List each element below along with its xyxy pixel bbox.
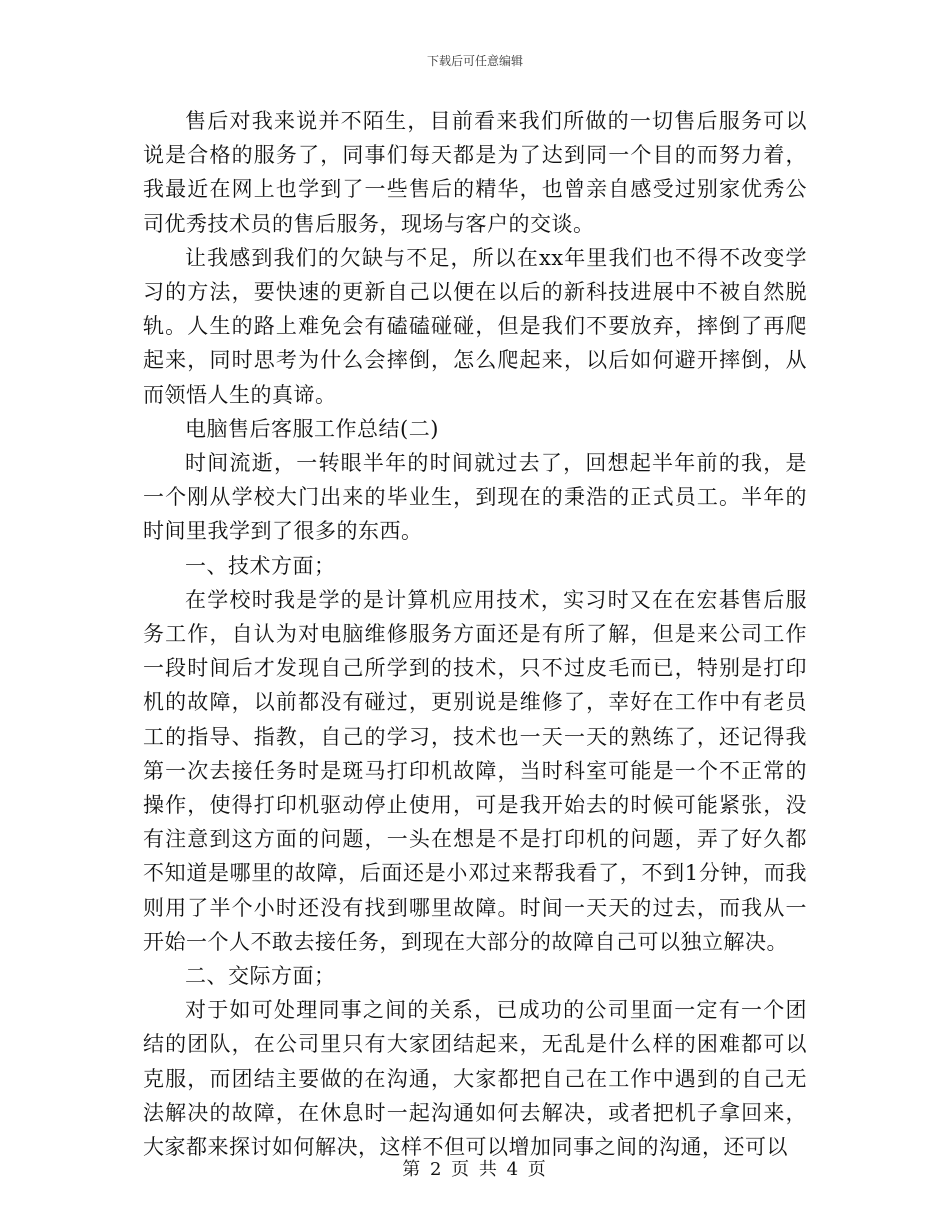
paragraph-4: 在学校时我是学的是计算机应用技术，实习时又在在宏碁售后服务工作，自认为对电脑维修服务方面还是有所了解，但是来公司工作一段时间后才发现自己所学到的技术，只不过皮毛而已，特别是打印机的故障，以前都没有碰过，更别说是维修了，幸好在工作中有老员工的指导、指教，自己的学习，技术也一天一天的熟练了，还记得我第一次去接任务时是斑马打印机故障，当时科室可能是一个不正常的操作，使得打印机驱动停止使用，可是我开始去的时候可能紧张，没有注意到这方面的问题，一头在想是不是打印机的问题，弄了好久都不知道是哪里的故障，后面还是小邓过来帮我看了，不到1分钟，而我则用了半个小时还没有找到哪里故障。时间一天天的过去，而我从一开始一个人不敢去接任务，到现在大部分的故障自己可以独立解决。 [143,587,807,954]
paragraph-1: 售后对我来说并不陌生，目前看来我们所做的一切售后服务可以说是合格的服务了，同事们每天都是为了达到同一个目的而努力着，我最近在网上也学到了一些售后的精华，也曾亲自感受过别家优秀公司优秀技术员的售后服务，现场与客户的交谈。 [143,109,807,236]
page-number: 第 2 页 共 4 页 [402,1159,548,1180]
paragraph-2: 让我感到我们的欠缺与不足，所以在xx年里我们也不得不改变学习的方法，要快速的更新自己以便在以后的新科技进展中不被自然脱轨。人生的路上难免会有磕磕碰碰，但是我们不要放弃，摔倒了再爬起来，同时思考为什么会摔倒，怎么爬起来，以后如何避开摔倒，从而领悟人生的真谛。 [143,245,807,407]
document-body [143,104,807,1164]
subheading-communication: 二、交际方面； [185,964,336,989]
page-header-note: 下载后可任意编辑 [426,54,523,68]
paragraph-3: 时间流逝，一转眼半年的时间就过去了，回想起半年前的我，是一个刚从学校大门出来的毕业生，到现在的秉浩的正式员工。半年的时间里我学到了很多的东西。 [143,451,807,544]
subheading-technology: 一、技术方面； [185,553,336,578]
section-title: 电脑售后客服工作总结(二) [185,416,439,441]
paragraph-5: 对于如可处理同事之间的关系，已成功的公司里面一定有一个团结的团队，在公司里只有大家团结起来，无乱是什么样的困难都可以克服，而团结主要做的在沟通，大家都把自己在工作中遇到的自己无法解决的故障，在休息时一起沟通如何去解决，或者把机子拿回来，大家都来探讨如何解决，这样不但可以增加同事之间的沟通，还可以 [143,998,807,1160]
